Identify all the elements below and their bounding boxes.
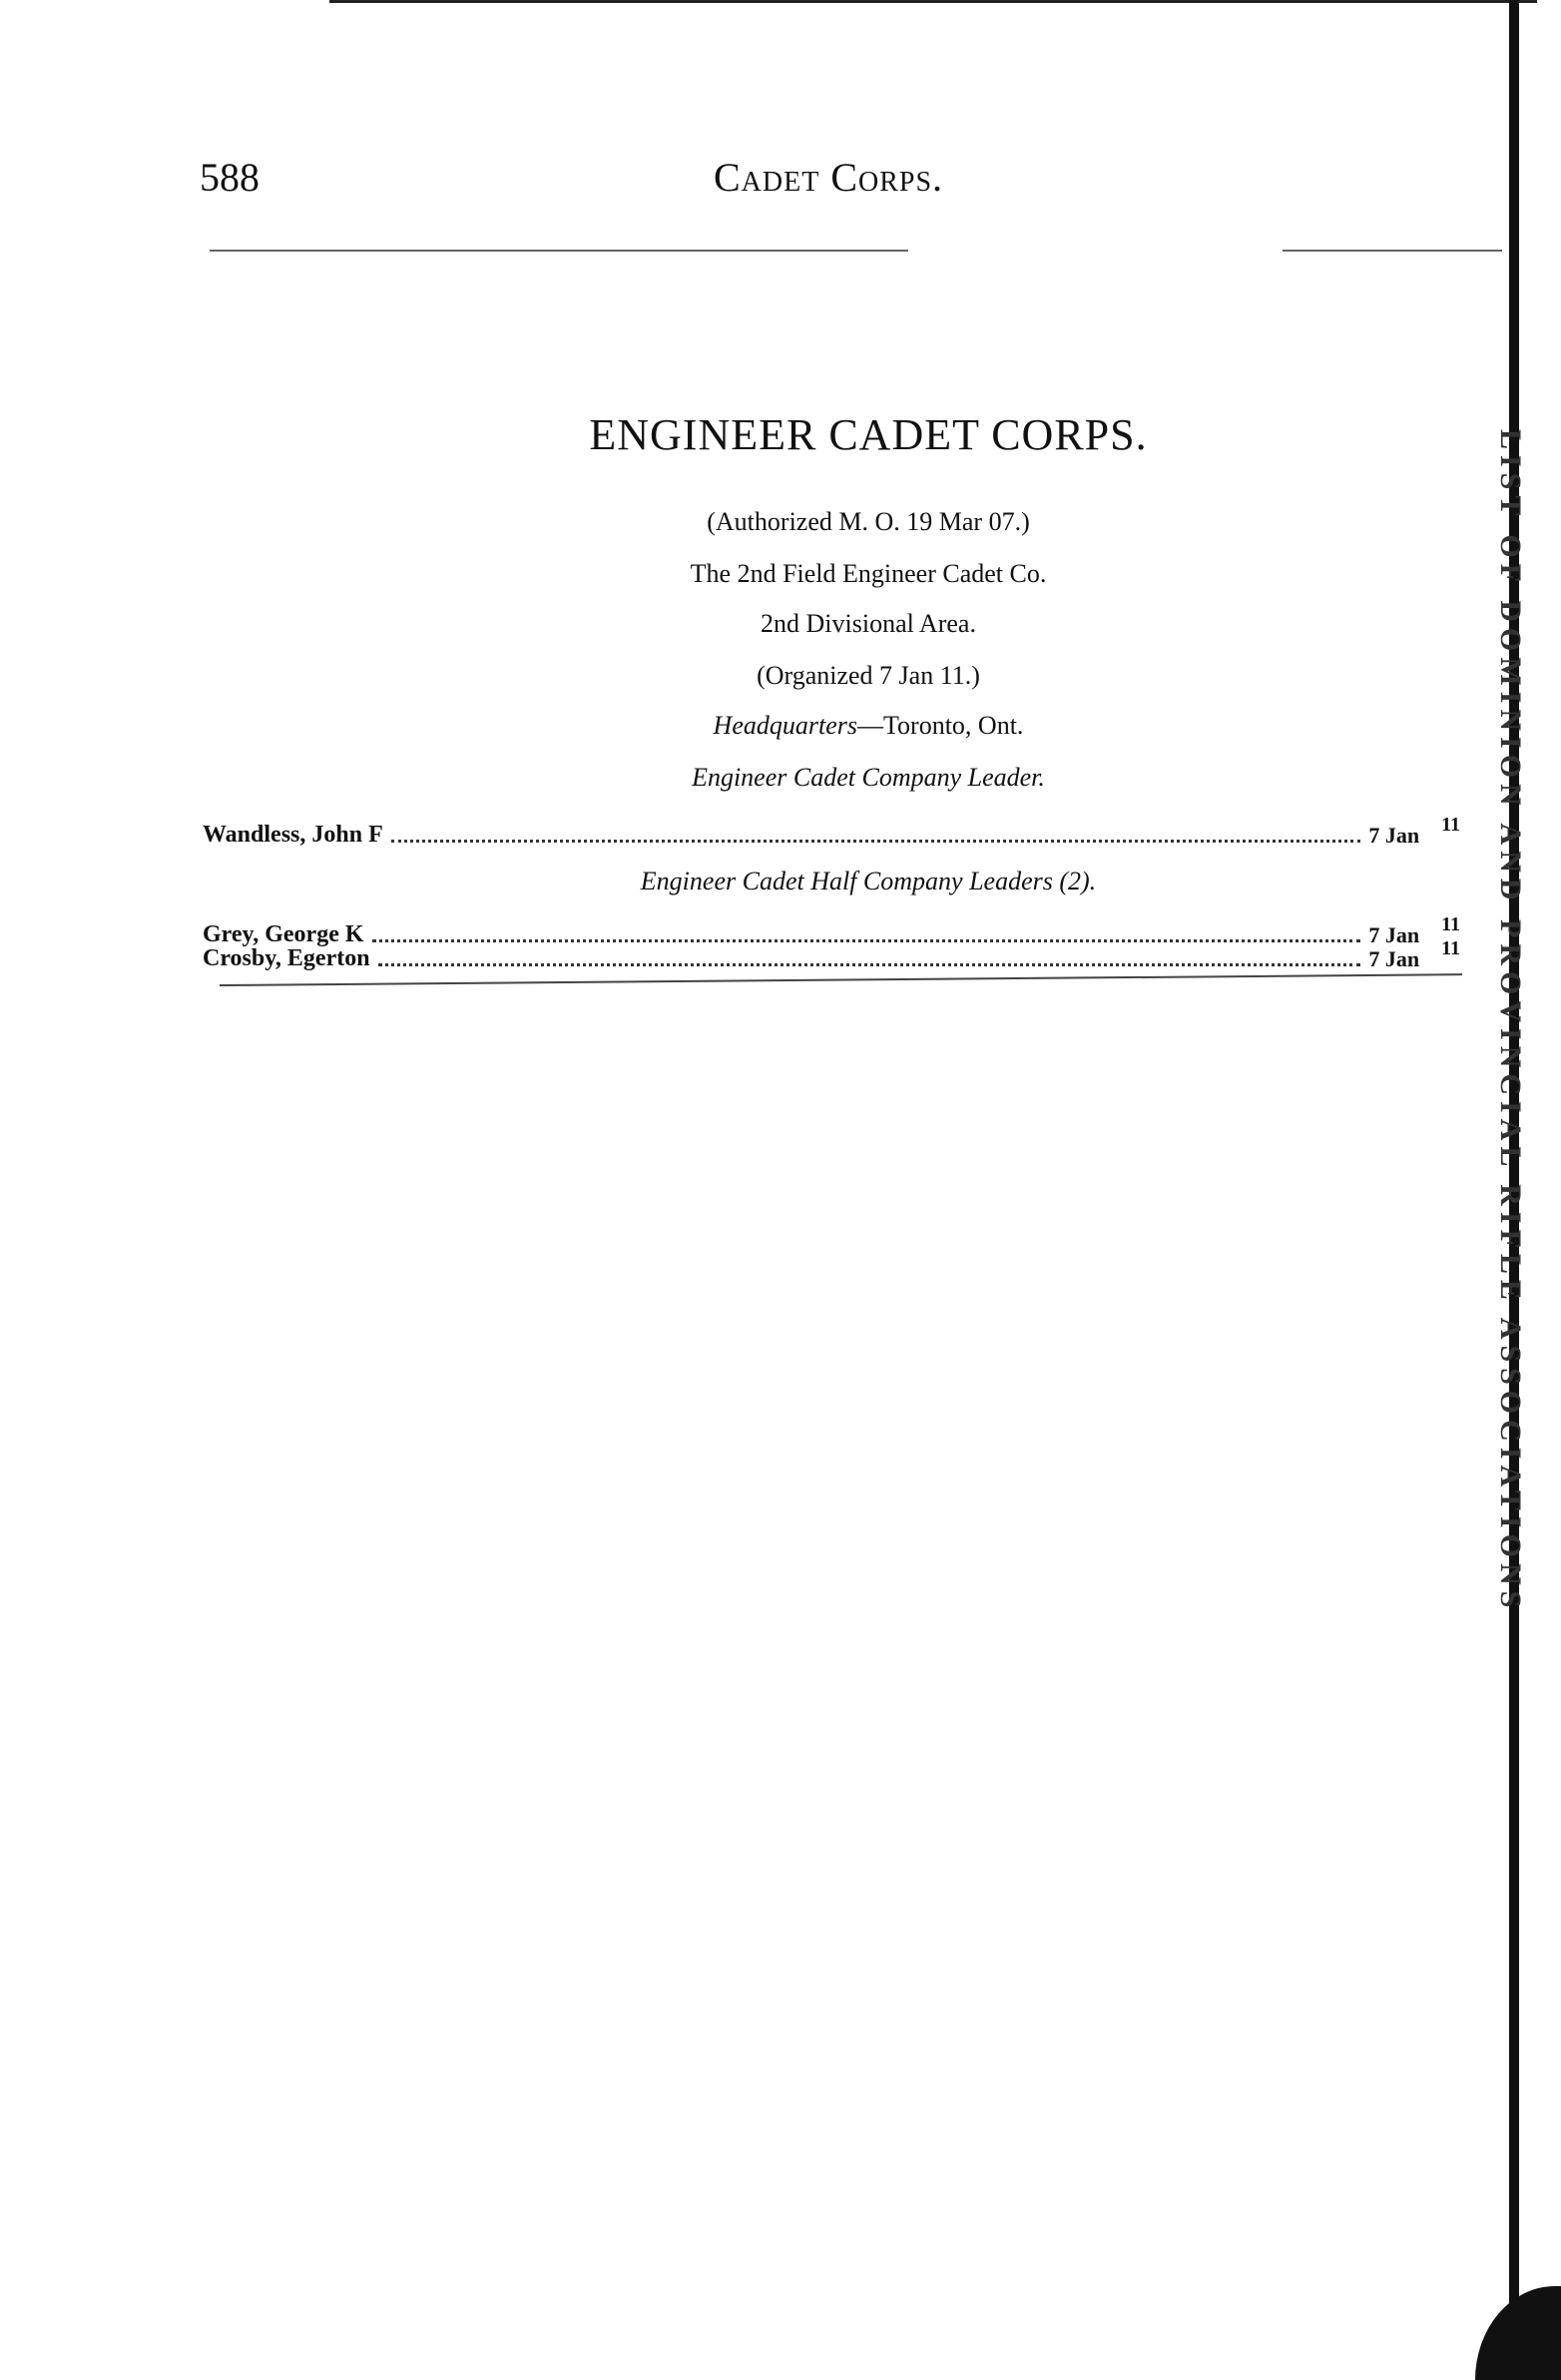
dot-leader [391, 840, 1361, 843]
header-rule-left [210, 250, 908, 252]
half-company-leaders-heading: Engineer Cadet Half Company Leaders (2). [640, 867, 1097, 895]
unit-name: The 2nd Field Engineer Cadet Co. [690, 559, 1047, 588]
entry-date: 7 Jan [1368, 946, 1420, 971]
running-head [200, 150, 1497, 210]
headquarters-line [0, 711, 1561, 741]
page-corner-shadow [1475, 2286, 1561, 2380]
roster-entry [203, 814, 1460, 849]
header-rule-right [1283, 250, 1502, 252]
entry-name: Wandless, John F [203, 822, 383, 848]
running-title: Cadet Corps. [714, 155, 944, 200]
entry-date: 7 Jan [1368, 823, 1420, 848]
entry-year: 11 [1441, 814, 1460, 836]
entry-name: Crosby, Egerton [203, 945, 370, 971]
entry-year: 11 [1441, 937, 1460, 959]
entry-name: Grey, George K [203, 921, 364, 947]
roster-entry [203, 937, 1460, 972]
page-top-border [329, 0, 1537, 3]
section-title: ENGINEER CADET CORPS. [589, 410, 1148, 459]
headquarters-value: —Toronto, Ont. [856, 711, 1024, 740]
dot-leader [378, 963, 1361, 966]
entry-date: 7 Jan [1368, 922, 1420, 947]
entry-year: 11 [1441, 913, 1460, 935]
organized-line: (Organized 7 Jan 11.) [757, 661, 980, 690]
divisional-area: 2nd Divisional Area. [761, 609, 976, 638]
page-number: 588 [200, 155, 260, 200]
company-leader-heading: Engineer Cadet Company Leader. [692, 763, 1045, 792]
section-end-rule [220, 973, 1462, 986]
spine-text: LIST OF DOMINION AND PROVINCIAL RIFLE ASSOCIATIONS [1494, 429, 1527, 1614]
authorization-line: (Authorized M. O. 19 Mar 07.) [707, 507, 1030, 536]
headquarters-label: Headquarters [713, 711, 857, 740]
